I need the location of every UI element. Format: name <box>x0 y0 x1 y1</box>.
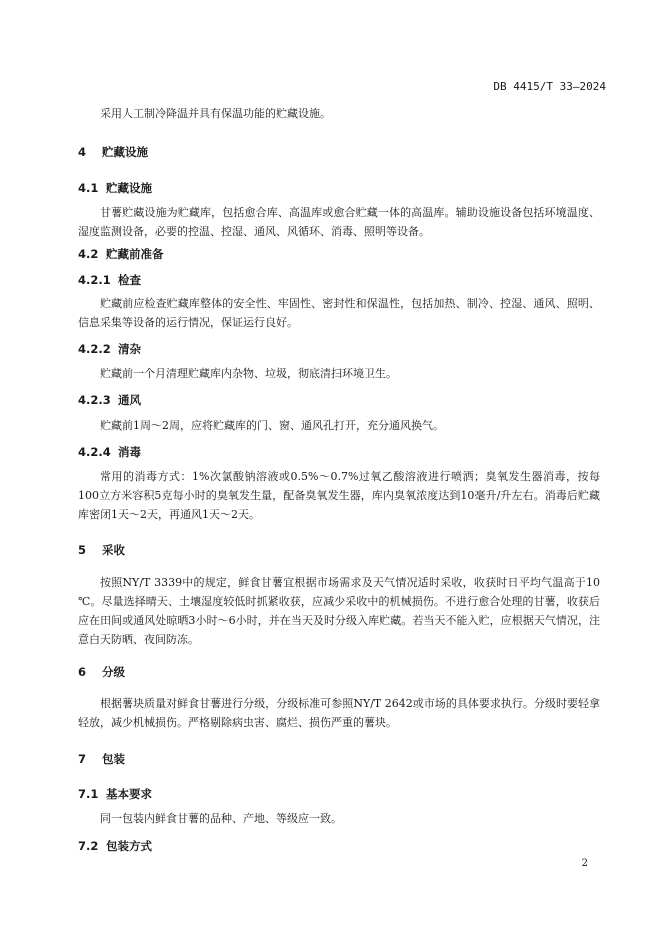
paragraph-storage-facilities <box>78 203 600 241</box>
section-title: 检查 <box>118 273 141 287</box>
section-heading-4-2-4 <box>78 444 600 460</box>
paragraph-text: 贮藏前一个月清理贮藏库内杂物、垃圾，彻底清扫环境卫生。 <box>100 367 397 380</box>
section-heading-6 <box>78 664 600 680</box>
section-heading-7-1 <box>78 786 600 802</box>
section-number: 4.2 <box>78 247 99 261</box>
section-number: 7.1 <box>78 787 99 801</box>
section-title: 包装方式 <box>106 839 152 853</box>
paragraph-ventilation <box>78 416 600 435</box>
section-number: 4.2.4 <box>78 445 111 459</box>
section-number: 4.2.1 <box>78 273 111 287</box>
paragraph-text: 采用人工制冷降温并具有保温功能的贮藏设施。 <box>100 107 331 120</box>
section-title: 消毒 <box>118 445 141 459</box>
paragraph-text: 按照NY/T 3339中的规定，鲜食甘薯宜根据市场需求及天气情况适时采收，收获时日平均气温高于10 ℃。尽量选择晴天、土壤湿度较低时抓紧收获，应减少采收中的机械损伤。不进行愈合处理的甘薯，收获后应在田间或通风处晾晒3小时～6小时，并在当天及时分级入库贮藏。若当天不能入贮，应根据天气情况，注意白天防晒、夜间防冻。 <box>78 576 600 646</box>
paragraph-text: 常用的消毒方式：1%次氯酸钠溶液或0.5%～0.7%过氧乙酸溶液进行喷洒；臭氧发生器消毒，按每100立方米容积5克每小时的臭氧发生量，配备臭氧发生器，库内臭氧浓度达到10毫升/升左右。消毒后贮藏库密闭1天～2天，再通风1天～2天。 <box>78 470 600 521</box>
section-number: 4.2.3 <box>78 393 111 407</box>
paragraph-harvest <box>78 573 600 649</box>
paragraph-definition <box>78 104 600 123</box>
section-title: 通风 <box>118 393 141 407</box>
section-number: 5 <box>78 543 87 557</box>
paragraph-text: 贮藏前1周～2周，应将贮藏库的门、窗、通风孔打开，充分通风换气。 <box>100 419 444 432</box>
document-code: DB 4415/T 33—2024 <box>493 80 606 93</box>
section-title: 采收 <box>102 543 125 557</box>
section-heading-7 <box>78 751 600 767</box>
section-heading-7-2 <box>78 838 600 854</box>
paragraph-text: 根据薯块质量对鲜食甘薯进行分级，分级标准可参照NY/T 2642或市场的具体要求执行。分级时要轻拿轻放，减少机械损伤。严格剔除病虫害、腐烂、损伤严重的薯块。 <box>78 697 600 729</box>
paragraph-disinfection <box>78 467 600 524</box>
section-heading-4-2-3 <box>78 392 600 408</box>
section-heading-4-1 <box>78 180 600 196</box>
section-heading-5 <box>78 542 600 558</box>
paragraph-text: 甘薯贮藏设施为贮藏库，包括愈合库、高温库或愈合贮藏一体的高温库。辅助设施设备包括环境温度、湿度监测设备，必要的控温、控湿、通风、风循环、消毒、照明等设备。 <box>78 206 600 238</box>
section-title: 贮藏设施 <box>106 181 152 195</box>
section-heading-4 <box>78 144 600 160</box>
paragraph-text: 同一包装内鲜食甘薯的品种、产地、等级应一致。 <box>100 812 342 825</box>
section-title: 贮藏设施 <box>102 145 148 159</box>
section-title: 贮藏前准备 <box>106 247 164 261</box>
paragraph-grading <box>78 694 600 732</box>
section-number: 7 <box>78 752 87 766</box>
paragraph-text: 贮藏前应检查贮藏库整体的安全性、牢固性、密封性和保温性，包括加热、制冷、控湿、通风、照明、信息采集等设备的运行情况，保证运行良好。 <box>78 297 600 329</box>
section-number: 6 <box>78 665 87 679</box>
section-title: 基本要求 <box>106 787 152 801</box>
section-title: 包装 <box>102 752 125 766</box>
section-heading-4-2-1 <box>78 272 600 288</box>
paragraph-inspection <box>78 294 600 332</box>
section-number: 4.2.2 <box>78 342 111 356</box>
section-number: 4 <box>78 145 87 159</box>
page-number: 2 <box>581 858 588 869</box>
section-heading-4-2-2 <box>78 341 600 357</box>
section-title: 分级 <box>102 665 125 679</box>
section-title: 清杂 <box>118 342 141 356</box>
section-number: 7.2 <box>78 839 99 853</box>
paragraph-packaging-basic <box>78 809 600 828</box>
paragraph-cleaning <box>78 364 600 383</box>
section-number: 4.1 <box>78 181 99 195</box>
section-heading-4-2 <box>78 246 600 262</box>
